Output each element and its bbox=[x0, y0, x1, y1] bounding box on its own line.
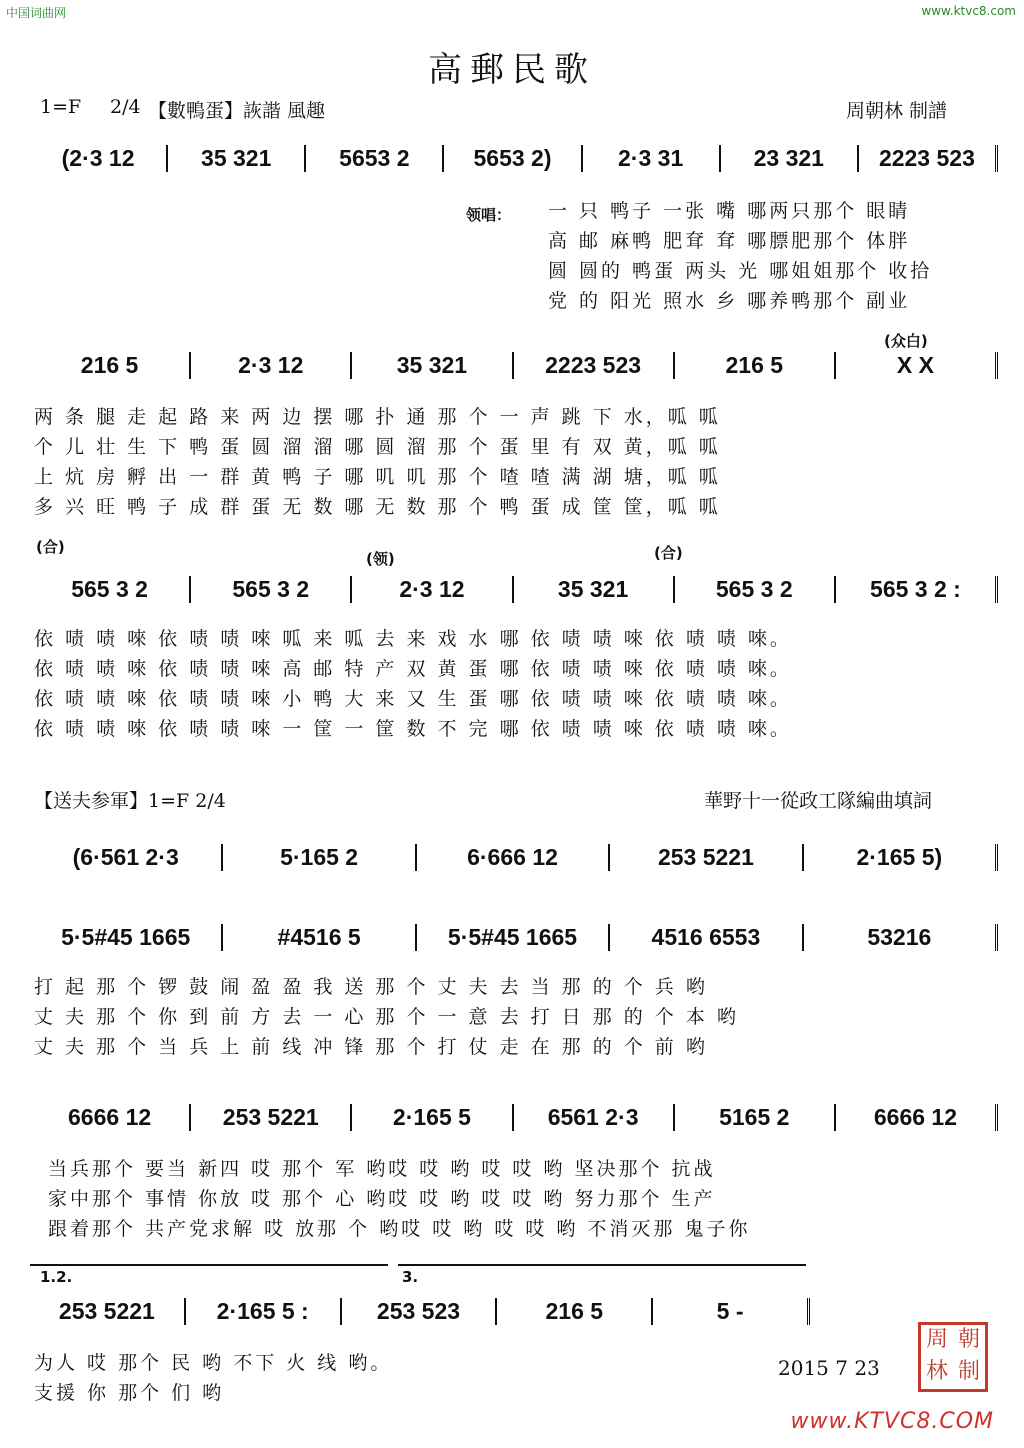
lyric-line: 家中那个 事情 你放 哎 那个 心 哟哎 哎 哟 哎 哎 哟 努力那个 生产 bbox=[48, 1188, 716, 1210]
date: 2015 7 23 bbox=[778, 1356, 880, 1380]
key-signature: 1=F bbox=[40, 96, 82, 118]
lyric-line: 打 起 那 个 锣 鼓 闹 盈 盈 我 送 那 个 丈 夫 去 当 那 的 个 兵 哟 bbox=[34, 976, 708, 998]
measure: 2·165 5 : bbox=[186, 1298, 342, 1325]
staff-row-1 bbox=[30, 145, 998, 172]
measure: 565 3 2 bbox=[30, 576, 191, 603]
measure: 216 5 bbox=[497, 1298, 653, 1325]
lyric-line: 依 啧 啧 唻 依 啧 啧 唻 高 邮 特 产 双 黄 蛋 哪 依 啧 啧 唻 依 啧 啧 唻。 bbox=[34, 658, 792, 680]
measure: 5165 2 bbox=[675, 1104, 836, 1131]
lyric-line: 依 啧 啧 唻 依 啧 啧 唻 一 筐 一 筐 数 不 完 哪 依 啧 啧 唻 依 啧 啧 唻。 bbox=[34, 718, 792, 740]
measure: 53216 bbox=[804, 924, 998, 951]
measure: 565 3 2 bbox=[675, 576, 836, 603]
staff-row-7 bbox=[30, 1298, 810, 1325]
tune-name: 【數鴨蛋】詼諧 風趣 bbox=[148, 100, 326, 122]
measure: 6666 12 bbox=[836, 1104, 998, 1131]
lyric-line: 高 邮 麻鸭 肥耷 耷 哪膘肥那个 体胖 bbox=[548, 230, 911, 252]
measure: 5 - bbox=[653, 1298, 810, 1325]
volta-bracket bbox=[30, 1264, 388, 1266]
measure: 253 5221 bbox=[30, 1298, 186, 1325]
seal-char: 周 bbox=[925, 1327, 948, 1352]
staff-row-3 bbox=[30, 576, 998, 603]
measure: 565 3 2 bbox=[191, 576, 352, 603]
lead-singer-label: 领唱： bbox=[466, 206, 512, 224]
chorus-label: (合) bbox=[36, 538, 65, 556]
lyric-line: 当兵那个 要当 新四 哎 那个 军 哟哎 哎 哟 哎 哎 哟 坚决那个 抗战 bbox=[48, 1158, 716, 1180]
measure: 5·5#45 1665 bbox=[30, 924, 223, 951]
measure: 5653 2 bbox=[306, 145, 444, 172]
lyric-line: 上 炕 房 孵 出 一 群 黄 鸭 子 哪 叽 叽 那 个 喳 喳 满 湖 塘，呱 呱 bbox=[34, 466, 721, 488]
volta-1-2: 1.2. bbox=[40, 1268, 73, 1286]
lyric-line: 支援 你 那个 们 哟 bbox=[34, 1382, 225, 1404]
lyric-line: 丈 夫 那 个 你 到 前 方 去 一 心 那 个 一 意 去 打 日 那 的 个 本 哟 bbox=[34, 1006, 739, 1028]
lyric-line: 为人 哎 那个 民 哟 不下 火 线 哟。 bbox=[34, 1352, 393, 1374]
chorus-spoken-label: (众白) bbox=[884, 332, 928, 350]
staff-row-2 bbox=[30, 352, 998, 379]
measure: 35 321 bbox=[168, 145, 306, 172]
staff-row-6 bbox=[30, 1104, 998, 1131]
measure: 6·666 12 bbox=[417, 844, 610, 871]
measure: 2·165 5 bbox=[352, 1104, 513, 1131]
staff-row-5 bbox=[30, 924, 998, 951]
measure: 565 3 2 : bbox=[836, 576, 998, 603]
lyric-line: 一 只 鸭子 一张 嘴 哪两只那个 眼睛 bbox=[548, 200, 911, 222]
measure: 5·165 2 bbox=[223, 844, 416, 871]
measure: 5·5#45 1665 bbox=[417, 924, 610, 951]
site-name-left[interactable]: 中国词曲网 bbox=[6, 6, 67, 20]
measure: 2·3 31 bbox=[583, 145, 721, 172]
lyric-line: 圆 圆的 鸭蛋 两头 光 哪姐姐那个 收拾 bbox=[548, 260, 933, 282]
measure: 253 523 bbox=[342, 1298, 498, 1325]
volta-3: 3. bbox=[402, 1268, 419, 1286]
measure: 2·3 12 bbox=[191, 352, 352, 379]
arranger: 華野十一從政工隊編曲填詞 bbox=[704, 790, 933, 812]
page-title: 高郵民歌 bbox=[428, 50, 596, 90]
measure: 2·3 12 bbox=[352, 576, 513, 603]
seal-char: 林 bbox=[925, 1359, 948, 1384]
measure: 6666 12 bbox=[30, 1104, 191, 1131]
lyric-line: 个 儿 壮 生 下 鸭 蛋 圆 溜 溜 哪 圆 溜 那 个 蛋 里 有 双 黄，呱 呱 bbox=[34, 436, 721, 458]
volta-bracket bbox=[398, 1264, 806, 1266]
measure: 5653 2) bbox=[444, 145, 582, 172]
measure: (2·3 12 bbox=[30, 145, 168, 172]
measure: 253 5221 bbox=[610, 844, 803, 871]
measure: (6·561 2·3 bbox=[30, 844, 223, 871]
lyric-line: 跟着那个 共产党求解 哎 放那 个 哟哎 哎 哟 哎 哎 哟 不消灭那 鬼子你 bbox=[48, 1218, 751, 1240]
measure: 253 5221 bbox=[191, 1104, 352, 1131]
measure: 216 5 bbox=[675, 352, 836, 379]
lyric-line: 多 兴 旺 鸭 子 成 群 蛋 无 数 哪 无 数 那 个 鸭 蛋 成 筐 筐，呱 呱 bbox=[34, 496, 721, 518]
measure: 2·165 5) bbox=[804, 844, 998, 871]
tune-name: 【送夫参軍】1=F 2/4 bbox=[34, 790, 226, 812]
measure: 6561 2·3 bbox=[514, 1104, 675, 1131]
lyric-line: 依 啧 啧 唻 依 啧 啧 唻 小 鸭 大 来 又 生 蛋 哪 依 啧 啧 唻 依 啧 啧 唻。 bbox=[34, 688, 792, 710]
measure: 4516 6553 bbox=[610, 924, 803, 951]
lyric-line: 党 的 阳光 照水 乡 哪养鸭那个 副业 bbox=[548, 290, 911, 312]
arranger: 周朝林 制譜 bbox=[846, 100, 948, 122]
lyric-line: 依 啧 啧 唻 依 啧 啧 唻 呱 来 呱 去 来 戏 水 哪 依 啧 啧 唻 依 啧 啧 唻。 bbox=[34, 628, 792, 650]
measure: 2223 523 bbox=[514, 352, 675, 379]
measure: 35 321 bbox=[352, 352, 513, 379]
lyric-line: 丈 夫 那 个 当 兵 上 前 线 冲 锋 那 个 打 仗 走 在 那 的 个 前 哟 bbox=[34, 1036, 708, 1058]
site-url-right[interactable]: www.ktvc8.com bbox=[921, 4, 1016, 18]
lead-label: (领) bbox=[366, 550, 395, 568]
staff-row-4 bbox=[30, 844, 998, 871]
measure: 23 321 bbox=[721, 145, 859, 172]
measure: X X bbox=[836, 352, 998, 379]
measure: 2223 523 bbox=[859, 145, 998, 172]
measure: 216 5 bbox=[30, 352, 191, 379]
seal-char: 朝 bbox=[957, 1327, 980, 1352]
watermark: www.KTVC8.COM bbox=[790, 1409, 994, 1434]
measure: 35 321 bbox=[514, 576, 675, 603]
measure: #4516 5 bbox=[223, 924, 416, 951]
lyric-line: 两 条 腿 走 起 路 来 两 边 摆 哪 扑 通 那 个 一 声 跳 下 水，呱 呱 bbox=[34, 406, 721, 428]
seal-stamp bbox=[918, 1322, 988, 1392]
time-signature: 2/4 bbox=[110, 96, 141, 118]
chorus-label: (合) bbox=[654, 544, 683, 562]
seal-char: 制 bbox=[957, 1359, 980, 1384]
